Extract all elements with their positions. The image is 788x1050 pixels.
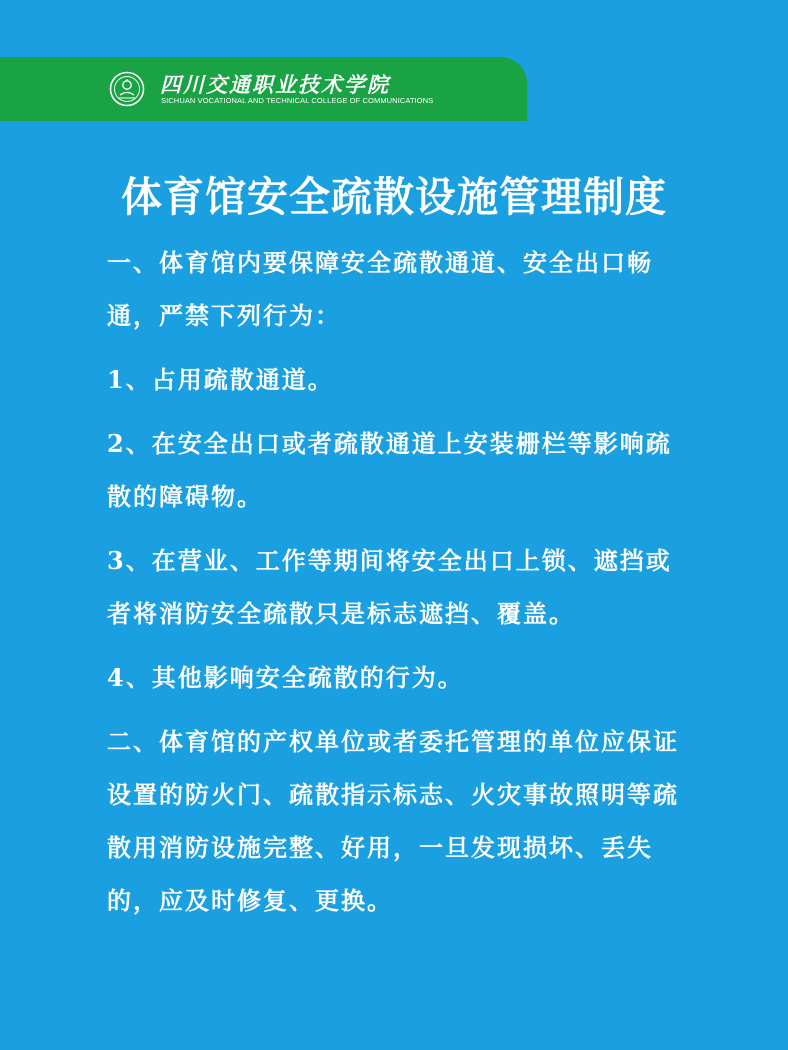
college-emblem-icon <box>109 71 145 107</box>
school-name-en: SICHUAN VOCATIONAL AND TECHNICAL COLLEGE OF COMMUNICATIONS <box>161 96 434 105</box>
school-name-cn: 四川交通职业技术学院 <box>160 72 390 97</box>
regulation-body <box>107 236 697 927</box>
page-title: 体育馆安全疏散设施管理制度 <box>121 173 667 221</box>
paragraph-1: 一、体育馆内要保障安全疏散通道、安全出口畅通，严禁下列行为： <box>107 248 653 330</box>
paragraph-4: 3、在营业、工作等期间将安全出口上锁、遮挡或者将消防安全疏散只是标志遮挡、覆盖。 <box>107 546 672 628</box>
paragraph-6: 二、体育馆的产权单位或者委托管理的单位应保证设置的防火门、疏散指示标志、火灾事故照明等疏散用消防设施完整、好用，一旦发现损坏、丢失的，应及时修复、更换。 <box>107 727 679 915</box>
paragraph-2: 1、占用疏散通道。 <box>107 365 334 394</box>
paragraph-5: 4、其他影响安全疏散的行为。 <box>107 663 464 692</box>
paragraph-3: 2、在安全出口或者疏散通道上安装栅栏等影响疏散的障碍物。 <box>107 429 672 511</box>
